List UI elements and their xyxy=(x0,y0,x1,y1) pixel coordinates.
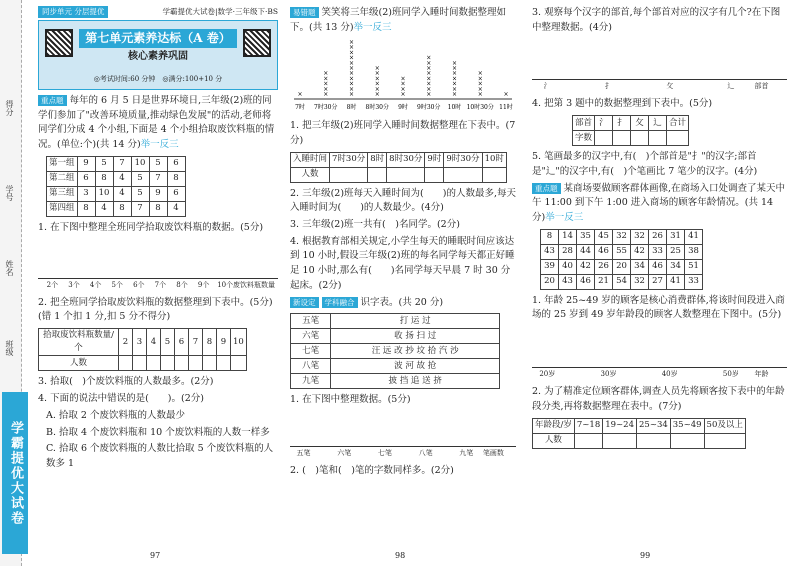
radical-table xyxy=(572,115,689,146)
dot-mark: × xyxy=(426,75,432,83)
unit-subtitle: 核心素养巩固 xyxy=(128,51,188,62)
axis-tick-label: 9个 xyxy=(197,280,210,289)
radical-axis xyxy=(532,71,787,93)
dot-mark: × xyxy=(451,70,458,78)
table-cell xyxy=(217,356,231,371)
table-header: 4 xyxy=(147,329,161,356)
table-row xyxy=(541,244,703,259)
axis-tick-label: 五笔 xyxy=(296,449,311,458)
dot-mark: × xyxy=(348,86,355,94)
age-axis xyxy=(532,359,787,381)
dot-mark: × xyxy=(451,86,458,94)
dot-mark: × xyxy=(374,91,380,99)
axis-tick-label: 2个 xyxy=(46,280,59,289)
table-row xyxy=(47,156,186,171)
dot-mark: × xyxy=(323,91,329,99)
table-cell: 第二组 xyxy=(47,171,78,186)
dot-plot-tick-label: 10时 xyxy=(447,104,462,112)
table-cell: 8 xyxy=(113,201,131,216)
unit-banner xyxy=(38,20,278,90)
table-cell: 八笔 xyxy=(291,359,331,374)
extend-link[interactable]: 举一反三 xyxy=(140,139,179,151)
age-group-table xyxy=(532,418,746,449)
axis-tick-label: 七笔 xyxy=(377,449,392,458)
question-2: 2. 把全班同学拾取废饮料瓶的数据整理到下表中。(5分)(错 1 个扣 1 分,扣 5 分不得分) xyxy=(38,296,273,323)
table-header: 7 xyxy=(189,329,203,356)
qr-code-icon xyxy=(45,29,73,57)
dot-mark: × xyxy=(477,86,483,94)
dot-mark: × xyxy=(400,91,406,99)
table-cell: 汪 远 改 抄 坟 拾 汽 沙 xyxy=(331,344,500,359)
table-cell: 28 xyxy=(559,244,577,259)
table-cell: 44 xyxy=(577,244,595,259)
bottle-tally-table xyxy=(38,328,247,371)
table-cell xyxy=(631,131,649,146)
table-header: 拾取废饮料瓶数量/个 xyxy=(39,329,119,356)
table-cell: 26 xyxy=(595,259,613,274)
table-cell: 54 xyxy=(613,274,631,289)
dot-mark: × xyxy=(348,49,355,57)
sleep-time-table xyxy=(290,152,507,183)
table-header: 9 xyxy=(217,329,231,356)
table-cell: 32 xyxy=(631,229,649,244)
dot-plot-tick-label: 10时30分 xyxy=(466,104,494,112)
table-cell: 披 挡 追 送 挤 xyxy=(331,374,500,389)
dot-mark: × xyxy=(503,91,509,99)
table-cell: 10 xyxy=(95,186,113,201)
axis-label: 年龄 xyxy=(754,370,769,379)
dot-mark: × xyxy=(374,86,380,94)
table-row xyxy=(541,259,703,274)
table-cell: 46 xyxy=(595,244,613,259)
question-intro: 重点题 某商场要做顾客群体画像,在商场入口处调查了某天中午 11:00 到下午 1:00 进入商场的顾客年龄情况。(共 14 分)举一反三 xyxy=(532,182,786,224)
table-cell xyxy=(667,131,689,146)
table-cell: 9时 xyxy=(425,152,444,167)
question-3: 3. 拾取( )个废饮料瓶的人数最多。(2分) xyxy=(38,376,214,388)
table-cell: 年龄段/岁 xyxy=(533,418,575,433)
dot-mark: × xyxy=(426,91,432,99)
question-5: 5. 笔画最多的汉字中,有( )个部首是"扌"的汉字;部首是"辶"的汉字中,有( )个笔画比 7 笔少的汉字。(4分) xyxy=(532,151,758,177)
header-right: 学霸提优大试卷|数学·三年级下·BS xyxy=(162,7,278,17)
table-cell: 8 xyxy=(167,171,185,186)
option-a[interactable]: A. 拾取 2 个废饮料瓶的人数最少 xyxy=(46,409,185,421)
table-cell: 40 xyxy=(559,259,577,274)
dot-mark: × xyxy=(323,86,329,94)
axis-tick-label: 7个 xyxy=(154,280,167,289)
table-header: 10 xyxy=(231,329,247,356)
axis-label: 笔画数 xyxy=(482,449,504,458)
table-cell xyxy=(704,433,745,448)
exam-meta: ◎考试时间:60 分钟 ◎满分:100+10 分 xyxy=(93,75,223,84)
dot-mark: × xyxy=(451,81,458,89)
dot-mark: × xyxy=(323,70,329,78)
table-cell: 六笔 xyxy=(291,329,331,344)
table-cell: 35~49 xyxy=(670,418,704,433)
axis-label: 废饮料瓶数量 xyxy=(233,280,275,289)
dot-mark: × xyxy=(426,65,432,73)
question-7: 2. 为了精准定位顾客群体,调查人员先将顾客按下表中的年龄段分类,再将数据整理在表中。(7分) xyxy=(532,386,785,412)
dot-mark: × xyxy=(451,65,458,73)
dot-mark: × xyxy=(400,81,406,89)
table-cell: 8 xyxy=(541,229,559,244)
table-cell xyxy=(161,356,175,371)
table-cell: 字数 xyxy=(573,131,595,146)
table-header: 6 xyxy=(175,329,189,356)
table-cell: 打 运 过 xyxy=(331,314,500,329)
table-cell: 6 xyxy=(167,156,185,171)
table-row xyxy=(291,167,507,182)
table-cell: 41 xyxy=(667,274,685,289)
dot-mark: × xyxy=(374,81,380,89)
table-row xyxy=(541,274,703,289)
table-cell: 4 xyxy=(167,201,185,216)
table-cell: 扌 xyxy=(613,116,631,131)
table-cell: 五笔 xyxy=(291,314,331,329)
table-cell: 7 xyxy=(131,201,149,216)
table-cell: 氵 xyxy=(595,116,613,131)
question-6: 2. ( )笔和( )笔的字数同样多。(2分) xyxy=(290,465,454,477)
dot-mark: × xyxy=(323,81,329,89)
table-cell: 41 xyxy=(685,229,703,244)
dot-mark: × xyxy=(348,44,355,52)
dot-mark: × xyxy=(348,55,355,63)
table-row xyxy=(291,359,500,374)
dot-plot-tick-label: 7时 xyxy=(295,104,305,112)
table-cell: 合计 xyxy=(667,116,689,131)
table-cell: 第一组 xyxy=(47,156,78,171)
dot-plot-tick-label: 9时30分 xyxy=(417,104,441,112)
axis-tick-label: 20岁 xyxy=(539,370,556,379)
table-row xyxy=(291,374,500,389)
book-spine-title: 学霸提优大试卷 xyxy=(2,392,28,554)
table-cell: 3 xyxy=(77,186,95,201)
table-cell xyxy=(482,167,506,182)
table-cell: 7 xyxy=(113,156,131,171)
table-cell: 8 xyxy=(77,201,95,216)
name-label: 姓名 xyxy=(5,260,14,276)
age-data-table xyxy=(540,229,703,290)
table-cell: 32 xyxy=(613,229,631,244)
table-cell xyxy=(444,167,482,182)
bottle-data-table xyxy=(46,156,186,217)
table-row xyxy=(291,344,500,359)
table-cell: 34 xyxy=(631,259,649,274)
axis-tick-label: 5个 xyxy=(111,280,123,289)
table-cell xyxy=(330,167,368,182)
table-cell: 45 xyxy=(595,229,613,244)
axis-tick-label: 50岁 xyxy=(722,370,739,379)
table-row xyxy=(291,329,500,344)
key-question-badge: 重点题 xyxy=(38,95,67,106)
dot-mark: × xyxy=(426,81,432,89)
dot-plot-tick-label: 8时 xyxy=(346,104,357,112)
table-cell: 55 xyxy=(613,244,631,259)
table-cell: 人数 xyxy=(291,167,330,182)
page-98 xyxy=(290,6,516,481)
axis-tick-label: 10个 xyxy=(217,280,234,289)
class-label: 班级 xyxy=(5,340,14,356)
table-cell: 33 xyxy=(685,274,703,289)
dot-mark: × xyxy=(348,91,355,99)
table-cell: 攵 xyxy=(631,116,649,131)
table-cell: 39 xyxy=(541,259,559,274)
key-question-badge: 重点题 xyxy=(532,183,561,194)
page-number: 98 xyxy=(395,551,406,560)
dot-plot-tick-label: 7时30分 xyxy=(314,104,338,112)
dot-mark: × xyxy=(451,60,458,68)
table-cell: 七笔 xyxy=(291,344,331,359)
dot-mark: × xyxy=(426,86,432,94)
table-cell: 9时30分 xyxy=(444,152,482,167)
question-4: 4. 根据教育部相关规定,小学生每天的睡眠时间应该达到 10 小时,假设三年级(2)班的每名同学每天都正好睡足 10 小时,那么有( )名同学每天早晨 7 时 30 分起床。(2分) xyxy=(290,235,515,291)
table-cell: 7时30分 xyxy=(330,152,368,167)
axis-tick-label: 30岁 xyxy=(600,370,617,379)
error-prone-badge: 易错题 xyxy=(290,7,319,18)
table-cell xyxy=(670,433,704,448)
table-cell xyxy=(637,433,671,448)
table-cell xyxy=(574,433,602,448)
dot-mark: × xyxy=(348,70,355,78)
question-intro: 重点题 每年的 6 月 5 日是世界环境日,三年级(2)班的同学们参加了"改善环境质量,推动绿色发展"的活动,老师将同学们分成 4 个小组,下面是 4 个小组拾取废饮料瓶的情况。(单位:个)(共 14 分)举一反三 xyxy=(38,95,275,151)
question-3: 3. 观察每个汉字的部首,每个部首对应的汉字有几个?在下图中整理数据。(4分) xyxy=(532,7,781,33)
table-header: 8 xyxy=(203,329,217,356)
table-row xyxy=(291,152,507,167)
dot-mark: × xyxy=(477,81,483,89)
table-cell: 第四组 xyxy=(47,201,78,216)
dot-plot-tick-label: 11时 xyxy=(499,104,513,112)
table-cell xyxy=(133,356,147,371)
dot-mark: × xyxy=(323,75,329,83)
character-table xyxy=(290,313,500,389)
table-cell: 26 xyxy=(649,229,667,244)
page-header xyxy=(38,6,278,18)
student-id-label: 学号 xyxy=(5,185,14,201)
table-cell: 7~18 xyxy=(574,418,602,433)
unit-title: 第七单元素养达标（A 卷） xyxy=(79,29,237,48)
table-row xyxy=(533,418,746,433)
table-cell: 38 xyxy=(685,244,703,259)
axis-tick-label: 40岁 xyxy=(661,370,678,379)
table-row xyxy=(47,171,186,186)
table-cell: 4 xyxy=(113,171,131,186)
table-cell: 50及以上 xyxy=(704,418,745,433)
axis-tick-label: 6个 xyxy=(133,280,145,289)
sleep-time-dot-plot xyxy=(290,37,516,113)
table-row xyxy=(533,433,746,448)
table-cell: 9 xyxy=(149,186,167,201)
table-cell: 51 xyxy=(685,259,703,274)
axis-tick-label: 4个 xyxy=(89,280,102,289)
axis-tick-label: 3个 xyxy=(68,280,80,289)
table-cell: 10时 xyxy=(482,152,506,167)
question-1: 1. 把三年级(2)班同学入睡时间数据整理在下表中。(7分) xyxy=(290,120,516,146)
page-number: 99 xyxy=(640,551,651,560)
interdisciplinary-badge: 学科融合 xyxy=(322,297,358,308)
axis-tick-label: 扌 xyxy=(605,82,612,91)
table-cell: 5 xyxy=(131,186,149,201)
table-cell: 31 xyxy=(667,229,685,244)
dot-mark: × xyxy=(374,70,380,78)
table-cell: 8 xyxy=(149,201,167,216)
table-cell: 第三组 xyxy=(47,186,78,201)
score-label: 得分 xyxy=(5,100,14,116)
table-cell: 34 xyxy=(667,259,685,274)
table-cell: 42 xyxy=(577,259,595,274)
table-cell: 8时 xyxy=(368,152,387,167)
table-cell xyxy=(425,167,444,182)
dot-plot-tick-label: 9时 xyxy=(398,104,408,112)
table-cell xyxy=(147,356,161,371)
table-cell: 人数 xyxy=(533,433,575,448)
table-cell: 25 xyxy=(667,244,685,259)
axis-tick-label: 攵 xyxy=(666,82,674,91)
table-cell: 20 xyxy=(613,259,631,274)
table-cell: 14 xyxy=(559,229,577,244)
axis-tick-label: 辶 xyxy=(727,82,735,91)
table-cell: 7 xyxy=(149,171,167,186)
dot-mark: × xyxy=(348,75,355,83)
axis-tick-label: 八笔 xyxy=(418,449,433,458)
dot-mark: × xyxy=(477,91,483,99)
page-97 xyxy=(38,6,278,474)
option-b[interactable]: B. 拾取 4 个废饮料瓶和 10 个废饮料瓶的人数一样多 xyxy=(46,426,270,438)
table-cell: 5 xyxy=(149,156,167,171)
section-2-title: 新设定 学科融合 识字表。(共 20 分) xyxy=(290,296,516,311)
question-2: 2. 三年级(2)班每天入睡时间为( )的人数最多,每天入睡时间为( )的人数最少。(4分) xyxy=(290,187,516,214)
table-cell: 43 xyxy=(559,274,577,289)
table-cell: 35 xyxy=(577,229,595,244)
table-cell: 入睡时间 xyxy=(291,152,330,167)
dot-mark: × xyxy=(348,65,355,73)
table-cell: 8 xyxy=(95,171,113,186)
table-cell xyxy=(231,356,247,371)
table-cell: 部首 xyxy=(573,116,595,131)
table-header: 2 xyxy=(119,329,133,356)
dot-mark: × xyxy=(477,70,483,78)
dot-mark: × xyxy=(374,65,380,73)
table-cell: 6 xyxy=(167,186,185,201)
question-4: 4. 把第 3 题中的数据整理到下表中。(5分) xyxy=(532,98,713,110)
dot-plot-tick-label: 8时30分 xyxy=(365,104,389,112)
qr-code-icon xyxy=(243,29,271,57)
table-cell: 21 xyxy=(595,274,613,289)
dot-mark: × xyxy=(451,75,458,83)
table-cell: 辶 xyxy=(649,116,667,131)
table-cell: 收 扬 扫 过 xyxy=(331,329,500,344)
page-number: 97 xyxy=(150,551,161,560)
dot-mark: × xyxy=(348,81,355,89)
dot-mark: × xyxy=(348,60,355,68)
table-cell: 19~24 xyxy=(603,418,637,433)
table-cell xyxy=(119,356,133,371)
dot-mark: × xyxy=(297,91,303,99)
dot-mark: × xyxy=(426,60,432,68)
table-cell: 46 xyxy=(649,259,667,274)
dot-mark: × xyxy=(400,86,406,94)
table-cell: 波 河 故 抢 xyxy=(331,359,500,374)
table-cell: 8时30分 xyxy=(387,152,425,167)
axis-label: 部首 xyxy=(754,82,769,91)
table-cell xyxy=(203,356,217,371)
header-left: 同步单元 分层提优 xyxy=(38,6,108,18)
table-header: 5 xyxy=(161,329,175,356)
table-header: 3 xyxy=(133,329,147,356)
table-cell: 25~34 xyxy=(637,418,671,433)
table-cell: 6 xyxy=(77,171,95,186)
table-row xyxy=(291,314,500,329)
table-row xyxy=(573,116,689,131)
question-5: 1. 在下图中整理数据。(5分) xyxy=(290,394,411,406)
question-1: 1. 在下图中整理全班同学拾取废饮料瓶的数据。(5分) xyxy=(38,221,264,233)
axis-tick-label: 六笔 xyxy=(337,449,352,458)
dot-mark: × xyxy=(451,91,458,99)
table-cell: 5 xyxy=(131,171,149,186)
question-3: 3. 三年级(2)班一共有( )名同学。(2分) xyxy=(290,219,460,231)
table-cell: 27 xyxy=(649,274,667,289)
table-row xyxy=(47,186,186,201)
table-cell: 9 xyxy=(77,156,95,171)
table-cell xyxy=(613,131,631,146)
dot-mark: × xyxy=(477,75,483,83)
question-intro: 易错题 笑笑将三年级(2)班同学入睡时间数据整理如下。(共 13 分)举一反三 xyxy=(290,7,506,33)
table-cell: 4 xyxy=(95,201,113,216)
table-cell xyxy=(175,356,189,371)
table-row xyxy=(573,131,689,146)
dot-mark: × xyxy=(348,39,355,47)
dot-mark: × xyxy=(400,75,406,83)
dot-mark: × xyxy=(374,75,380,83)
table-cell xyxy=(603,433,637,448)
table-row xyxy=(541,229,703,244)
new-setting-badge: 新设定 xyxy=(290,297,319,308)
axis-tick-label: 氵 xyxy=(543,82,551,91)
table-cell: 10 xyxy=(131,156,149,171)
table-row-label: 人数 xyxy=(39,356,119,371)
question-6: 1. 年龄 25~49 岁的顾客是核心消费群体,将该时间段进入商场的 25 岁到 49 岁年龄段的顾客人数整理在下图中。(5分) xyxy=(532,294,785,321)
axis-tick-label: 8个 xyxy=(176,280,188,289)
table-cell: 九笔 xyxy=(291,374,331,389)
extend-link[interactable]: 举一反三 xyxy=(545,212,584,224)
table-cell: 46 xyxy=(577,274,595,289)
table-cell xyxy=(189,356,203,371)
option-c[interactable]: C. 拾取 6 个废饮料瓶的人数比拾取 5 个废饮料瓶的人数多 1 xyxy=(46,443,274,469)
dot-mark: × xyxy=(426,70,432,78)
table-cell: 32 xyxy=(631,274,649,289)
table-cell xyxy=(368,167,387,182)
table-cell: 43 xyxy=(541,244,559,259)
dot-mark: × xyxy=(426,55,432,63)
table-cell: 33 xyxy=(649,244,667,259)
table-cell xyxy=(387,167,425,182)
page-99 xyxy=(532,6,787,453)
table-cell xyxy=(649,131,667,146)
table-cell xyxy=(595,131,613,146)
table-cell: 42 xyxy=(631,244,649,259)
table-cell: 20 xyxy=(541,274,559,289)
question-4: 4. 下面的说法中错误的是( )。(2分) xyxy=(38,393,204,405)
bottle-count-axis xyxy=(38,270,278,292)
stroke-count-axis xyxy=(290,438,516,460)
axis-tick-label: 九笔 xyxy=(459,449,474,458)
table-cell: 4 xyxy=(113,186,131,201)
table-row xyxy=(47,201,186,216)
table-cell: 5 xyxy=(95,156,113,171)
extend-link[interactable]: 举一反三 xyxy=(353,21,392,33)
